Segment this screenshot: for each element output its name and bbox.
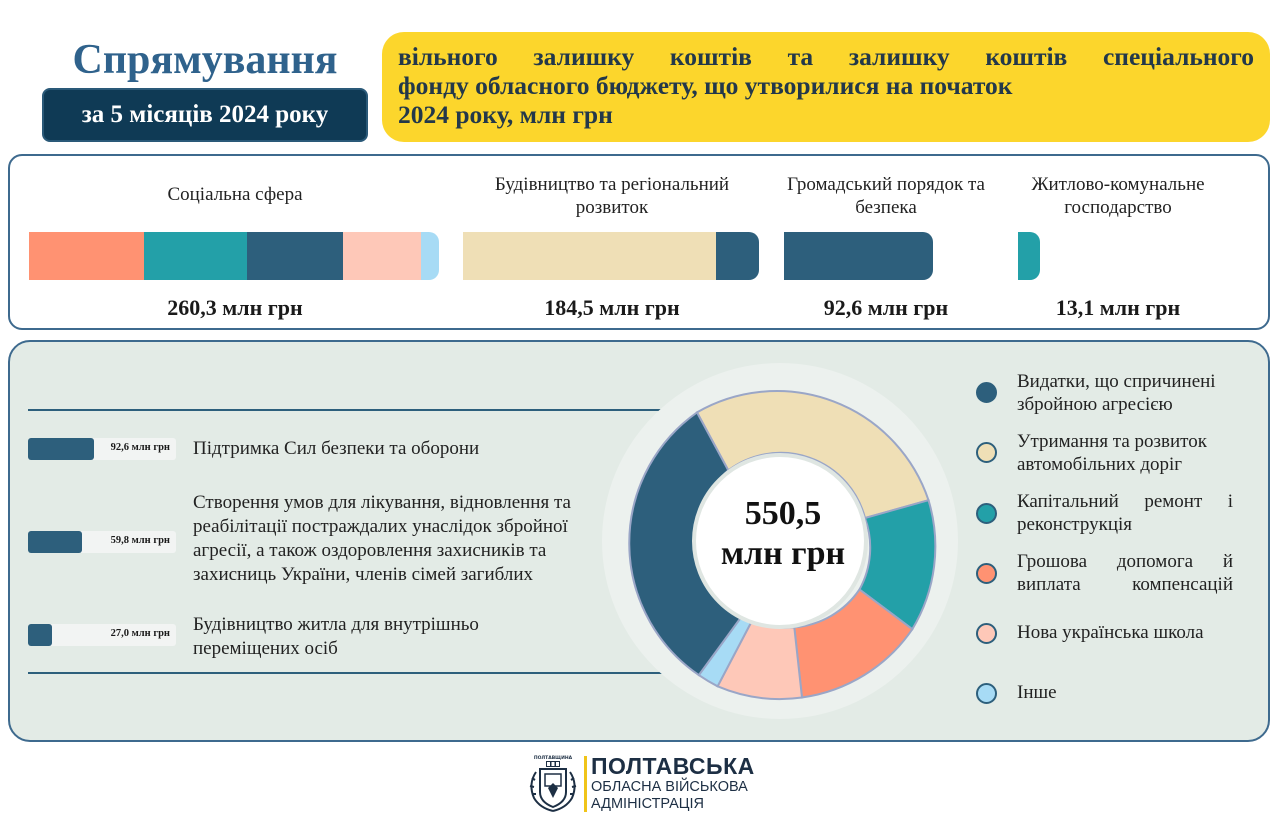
item-bar-fill [28, 438, 94, 460]
item-bar-housing-idp [28, 624, 176, 646]
housing-segment-teal [1018, 232, 1040, 280]
legend-label-other: Інше [1017, 682, 1057, 703]
item-bar-fill [28, 624, 52, 646]
category-value-social: 260,3 млн грн [167, 295, 303, 320]
category-bar-construction [463, 232, 759, 280]
item-bar-fill [28, 531, 82, 553]
category-label-housing: Житлово-комунальне господарство [1031, 174, 1205, 218]
coat-of-arms-icon [526, 754, 580, 814]
category-label-social: Соціальна сфера [167, 184, 303, 205]
legend-label-compensation [1017, 550, 1233, 596]
item-value: 27,0 млн грн [110, 628, 170, 639]
logo-sub-2: АДМІНІСТРАЦІЯ [591, 796, 705, 812]
legend-dot-compensation [976, 563, 997, 584]
category-value-security: 92,6 млн грн [823, 295, 949, 320]
page-title: Спрямування [72, 37, 338, 83]
category-bar-housing [1018, 232, 1040, 280]
construction-segment-beige [463, 232, 716, 280]
social-segment-pink [343, 232, 421, 280]
logo-name: ПОЛТАВСЬКА [591, 753, 755, 779]
legend-label-war: Видатки, що спричинені збройною агресією [1017, 371, 1216, 415]
legend-label-compensation-text: Грошова допомога й виплата компенсацій [1017, 551, 1233, 595]
subtitle-box [382, 32, 1270, 142]
category-bar-security [784, 232, 933, 280]
item-text-rehabilitation: Створення умов для лікування, відновлення та реабілітації постраждалих унаслідок збройної агресії, а також оздоровлення захисників та захисниць України, членів сімей загиблих [193, 492, 571, 585]
legend-label-repair [1017, 490, 1233, 536]
legend-dot-other [976, 683, 997, 704]
security-segment-dark [784, 232, 933, 280]
category-bar-social [29, 232, 439, 280]
donut-total [700, 494, 866, 574]
item-value: 59,8 млн грн [110, 535, 170, 546]
svg-text:ПОЛТАВЩИНА: ПОЛТАВЩИНА [533, 756, 573, 761]
legend-label-school: Нова українська школа [1017, 622, 1204, 643]
donut-total-unit: млн грн [720, 535, 846, 572]
legend-dot-repair [976, 503, 997, 524]
donut-total-number: 550,5 [744, 495, 822, 532]
category-value-construction: 184,5 млн грн [544, 295, 680, 320]
logo-sub-1: ОБЛАСНА ВІЙСЬКОВА [591, 779, 748, 795]
social-segment-salmon [29, 232, 144, 280]
social-segment-blue [421, 232, 439, 280]
subtitle-line-2: фонду обласного бюджету, що утворилися на початок [398, 71, 1013, 100]
item-value: 92,6 млн грн [110, 442, 170, 453]
legend-label-roads: Утримання та розвиток автомобільних доріг [1017, 431, 1207, 475]
legend-dot-roads [976, 442, 997, 463]
subtitle-line-1: вільного залишку коштів та залишку коштів спеціального [398, 42, 1254, 71]
period-badge: за 5 місяців 2024 року [42, 88, 368, 142]
legend-label-repair-text: Капітальний ремонт і реконструкція [1017, 491, 1233, 535]
item-text-housing-idp: Будівництво житла для внутрішньо переміщених осіб [193, 614, 479, 659]
social-segment-teal [144, 232, 247, 280]
subtitle-line-3: 2024 року, млн грн [398, 100, 613, 129]
legend-dot-school [976, 623, 997, 644]
item-text-defense: Підтримка Сил безпеки та оборони [193, 438, 480, 459]
legend-dot-war [976, 382, 997, 403]
category-label-construction: Будівництво та регіональний розвиток [494, 174, 730, 218]
social-segment-dark [247, 232, 343, 280]
category-label-security: Громадський порядок та безпека [787, 174, 985, 218]
construction-segment-dark [716, 232, 759, 280]
category-value-housing: 13,1 млн грн [1055, 295, 1181, 320]
logo-divider [584, 756, 587, 812]
item-bar-rehabilitation [28, 531, 176, 553]
item-bar-defense [28, 438, 176, 460]
